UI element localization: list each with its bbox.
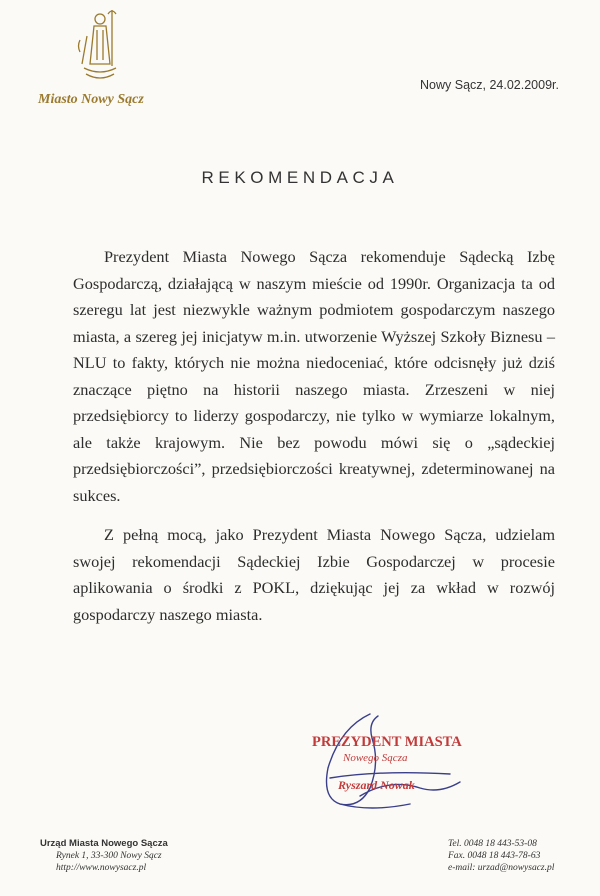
signer-name: Ryszard Nowak [338,778,415,792]
footer-website: http://www.nowysacz.pl [56,863,147,873]
footer-tel: Tel. 0048 18 443-53-08 [448,839,537,849]
paragraph-1: Prezydent Miasta Nowego Sącza rekomenduje Sądecką Izbę Gospodarczą, działającą w naszym mieście od 1990r. Organizacja ta od szeregu lat jest niezwykle ważnym podmiotem gospodarczym naszego miasta, a szereg jej inicjatyw m.in. utworzenie Wyższej Szkoły Biznesu – NLU to fakty, których nie można niedoceniać, które odcisnęły już dziś znaczące piętno na historii naszego miasta. Zrzeszeni w niej przedsiębiorcy to liderzy gospodarczy, nie tylko w wymiarze lokalnym, ale także krajowym. Nie bez powodu mówi się o „sądeckiej przedsiębiorczości”, przedsiębiorczości kreatywnej, zdeterminowanej na sukces. [73,247,555,505]
document-date: Nowy Sącz, 24.02.2009r. [420,78,559,92]
letter-body [73,244,555,641]
document-title: REKOMENDACJA [201,168,399,187]
footer-fax: Fax. 0048 18 443-78-63 [448,851,541,861]
stamp-subtitle: Nowego Sącza [343,752,408,764]
logo-caption: Miasto Nowy Sącz [38,92,144,107]
footer-address-block [40,838,168,874]
footer-email: e-mail: urzad@nowysacz.pl [448,863,555,873]
footer-org: Urząd Miasta Nowego Sącza [40,838,168,849]
stamp-title: PREZYDENT MIASTA [312,734,462,750]
footer-address: Rynek 1, 33-300 Nowy Sącz [56,851,162,861]
footer-contact-block [448,838,554,874]
city-coat-of-arms-icon [60,6,140,86]
paragraph-2: Z pełną mocą, jako Prezydent Miasta Nowego Sącza, udzielam swojej rekomendacji Sądeckiej Izbie Gospodarczej w procesie aplikowania o środki z POKL, dziękując jej za wkład w rozwój gospodarczy naszego miasta. [73,525,555,624]
